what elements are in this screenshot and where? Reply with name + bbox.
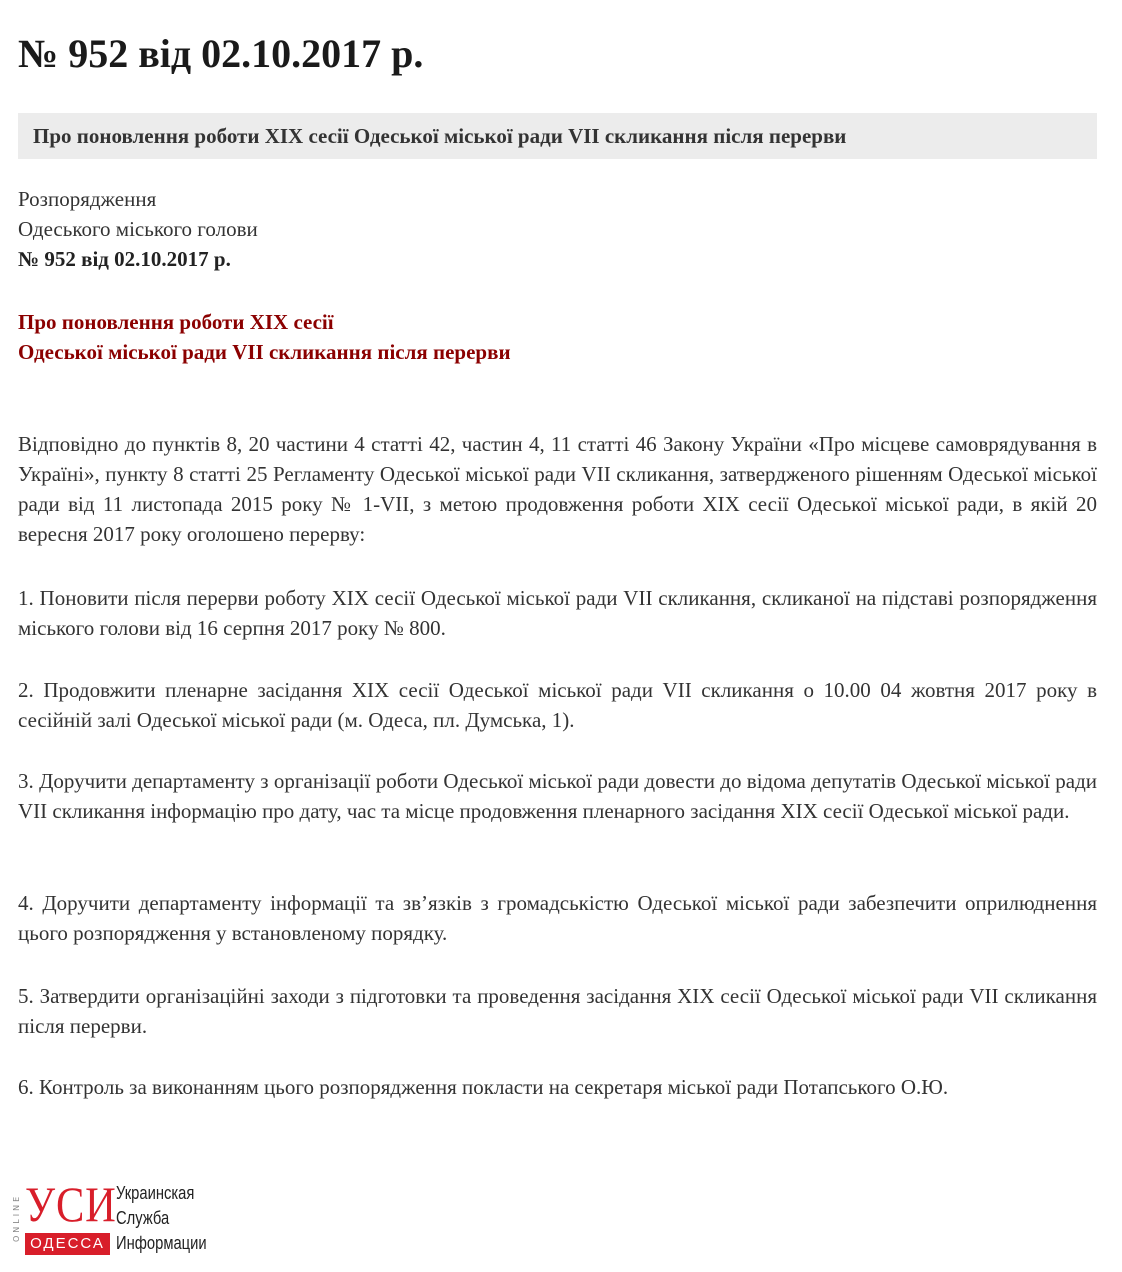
usi-logo [12,1178,222,1260]
meta-type: Розпорядження [18,187,157,211]
order-item-6: 6. Контроль за виконанням цього розпорядження покласти на секретаря міської ради Потапського О.Ю. [18,1075,949,1099]
order-item-4: 4. Доручити департаменту інформації та зв’язків з громадськістю Одеської міської ради забезпечити оприлюднення цього розпорядження у встановленому порядку. [18,891,1097,945]
logo-name-line1: Украинская [116,1183,195,1203]
logo-name-line2: Служба [116,1208,170,1228]
order-item-1: 1. Поновити після перерви роботу XIX сесії Одеської міської ради VII скликання, скликаної на підставі розпорядження міського голови від 16 серпня 2017 року № 800. [18,586,1097,640]
document-title: № 952 від 02.10.2017 р. [18,31,424,76]
intro-paragraph: Відповідно до пунктів 8, 20 частини 4 статті 42, частин 4, 11 статті 46 Закону України «Про місцеве самоврядування в Україні», пункту 8 статті 25 Регламенту Одеської міської ради VII скликання, затвердженого рішенням Одеської міської ради від 11 листопада 2015 року № 1-VII, з метою продовження роботи XIX сесії Одеської міської ради, в якій 20 вересня 2017 року оголошено перерву: [18,432,1097,546]
order-item-2: 2. Продовжити пленарне засідання XIX сесії Одеської міської ради VII скликання о 10.00 04 жовтня 2017 року в сесійній залі Одеської міської ради (м. Одеса, пл. Думська, 1). [18,678,1097,732]
logo-name [116,1181,207,1256]
order-item-3: 3. Доручити департаменту з організації роботи Одеської міської ради довести до відома депутатів Одеської міської ради VII скликання інформацію про дату, час та місце продовження пленарного засідання XIX сесії Одеської міської ради. [18,769,1097,823]
meta-issuer: Одеського міського голови [18,217,258,241]
logo-online-label: ONLINE [12,1193,21,1243]
subject-bar: Про поновлення роботи XIX сесії Одеської міської ради VII скликання після перерви [18,113,1097,159]
order-heading [18,307,511,367]
logo-city-badge: ОДЕССА [25,1233,110,1255]
order-heading-line1: Про поновлення роботи XIX сесії [18,310,334,334]
meta-number: № 952 від 02.10.2017 р. [18,247,231,271]
order-meta [18,184,258,274]
logo-mark: УСИ [25,1176,117,1232]
order-heading-line2: Одеської міської ради VII скликання після перерви [18,340,511,364]
logo-name-line3: Информации [116,1233,207,1253]
order-item-5: 5. Затвердити організаційні заходи з підготовки та проведення засідання XIX сесії Одеської міської ради VII скликання після перерви. [18,984,1097,1038]
